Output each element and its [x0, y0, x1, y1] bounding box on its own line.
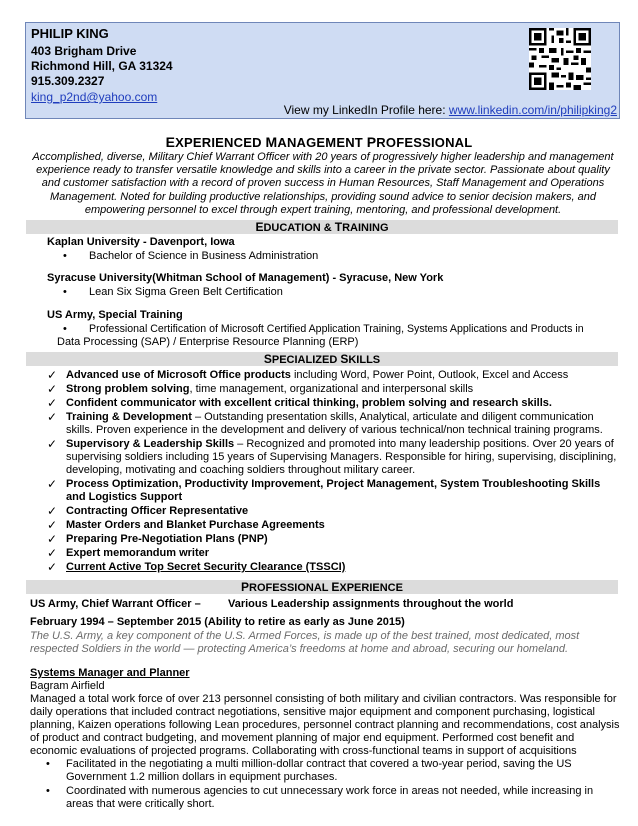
address-line-2: Richmond Hill, GA 31324 [31, 59, 173, 73]
role-description-line: of product and contract budgeting, and movement planning of major end equipment. Performed cost benefit and [30, 732, 575, 744]
achievement-bullet: Facilitated in the negotiating a multi million-dollar contract that covered a two-year period, saving the US [66, 758, 572, 770]
role-description-line: economic evaluations of projected programs. Collaborating with cross-functional teams in support of acquisitions [30, 745, 577, 757]
education-school: Kaplan University - Davenport, Iowa [47, 236, 235, 248]
education-detail: Professional Certification of Microsoft Certified Application Training, Systems Applications and Products in [89, 323, 584, 335]
check-icon: ✓ [47, 437, 58, 451]
email-link[interactable]: king_p2nd@yahoo.com [31, 90, 158, 104]
check-icon: ✓ [47, 546, 58, 560]
skill-item: Preparing Pre-Negotiation Plans (PNP) [66, 533, 268, 545]
employer-description: Various Leadership assignments throughout the world [228, 598, 514, 610]
skill-item: Master Orders and Blanket Purchase Agreements [66, 519, 325, 531]
page-title: EXPERIENCED MANAGEMENT PROFESSIONAL [165, 134, 473, 150]
bullet-dot: • [46, 785, 50, 797]
phone-number: 915.309.2327 [31, 74, 105, 88]
education-heading: EDUCATION & TRAINING [26, 220, 618, 234]
check-icon: ✓ [47, 477, 58, 491]
role-description-line: Managed a total work force of over 213 personnel consisting of both military and civilian contractors. Was responsible for [30, 693, 617, 705]
skill-item-cont: supervising soldiers including 15 years of Supervising Managers. Responsible for hiring, supervising, disciplining, [66, 451, 617, 463]
skill-item-cont: developing, motivating and coaching soldiers throughout military career. [66, 464, 416, 476]
check-icon: ✓ [47, 410, 58, 424]
education-detail-cont: Data Processing (SAP) / Enterprise Resource Planning (ERP) [57, 336, 359, 348]
role-description-line: planning, Kaizen operations following Lean procedures, personnel contract planning and recommendations, cost analysis [30, 719, 620, 731]
contact-header [25, 22, 620, 119]
education-school: Syracuse University(Whitman School of Management) - Syracuse, New York [47, 272, 444, 284]
check-icon: ✓ [47, 396, 58, 410]
bullet-dot: • [63, 286, 67, 298]
role-location: Bagram Airfield [30, 680, 105, 692]
skill-item: Current Active Top Secret Security Clearance (TSSCI) [66, 561, 346, 573]
bullet-dot: • [46, 758, 50, 770]
skill-item: Strong problem solving, time management, organizational and interpersonal skills [66, 383, 474, 395]
achievement-bullet-cont: Government 1.2 million dollars in equipment purchases. [66, 771, 338, 783]
linkedin-prefix: View my LinkedIn Profile here: [283, 103, 449, 117]
achievement-bullet: Coordinated with numerous agencies to cut unnecessary work force in areas not needed, while increasing in [66, 785, 594, 797]
education-school: US Army, Special Training [47, 309, 183, 321]
professional-summary: Accomplished, diverse, Military Chief Warrant Officer with 20 years of progressively higher leadership and management experience ready to transfer versatile knowledge and skills into a career in the private sector. Passionate about quality and customer satisfaction with a record of proven success in Human Resources, Staff Management and Operations Management. Noted for building productive relationships, providing sound advice to senior decision makers, and empowering personnel to excel through expert training, mentoring, and professional development. [32, 151, 614, 216]
skill-item: Expert memorandum writer [66, 547, 210, 559]
candidate-name: PHILIP KING [31, 26, 109, 41]
skill-item: Advanced use of Microsoft Office products including Word, Power Point, Outlook, Excel and Access [66, 369, 569, 381]
bullet-dot: • [63, 250, 67, 262]
linkedin-link[interactable]: www.linkedin.com/in/philipking2 [448, 103, 617, 117]
education-detail: Bachelor of Science in Business Administration [89, 250, 319, 262]
skill-item: Training & Development – Outstanding presentation skills, Analytical, articulate and diligent communication [66, 411, 594, 423]
employment-dates: February 1994 – September 2015 (Ability to retire as early as June 2015) [30, 616, 405, 628]
skill-item: Confident communicator with excellent critical thinking, problem solving and research skills. [66, 397, 552, 409]
role-description-line: daily operations that included contract negotiations, sensitive major equipment and component purchasing, logistical [30, 706, 596, 718]
skill-item: Supervisory & Leadership Skills – Recognized and promoted into many leadership positions. Over 20 years of [66, 438, 614, 450]
address-line-1: 403 Brigham Drive [31, 44, 137, 58]
employer-blurb-cont: respected Soldiers in the world — protecting America’s freedoms at home and abroad, securing our homeland. [30, 643, 569, 655]
skill-item: Process Optimization, Productivity Improvement, Project Management, System Troubleshooting Skills [66, 478, 601, 490]
check-icon: ✓ [47, 560, 58, 574]
bullet-dot: • [63, 323, 67, 335]
education-detail: Lean Six Sigma Green Belt Certification [89, 286, 283, 298]
skill-item-cont: skills. Proven experience in the development and delivery of various technical/non technical training programs. [66, 424, 603, 436]
qr-code-icon [529, 28, 591, 90]
employer-blurb: The U.S. Army, a key component of the U.S. Armed Forces, is made up of the best trained, most dedicated, most [30, 630, 580, 642]
linkedin-line [284, 103, 617, 117]
skills-heading: SPECIALIZED SKILLS [26, 352, 618, 366]
role-title: Systems Manager and Planner [30, 667, 190, 679]
check-icon: ✓ [47, 504, 58, 518]
check-icon: ✓ [47, 382, 58, 396]
skill-item-cont: and Logistics Support [66, 491, 183, 503]
check-icon: ✓ [47, 532, 58, 546]
employer: US Army, Chief Warrant Officer – [30, 598, 201, 610]
achievement-bullet-cont: areas that were critically short. [66, 798, 215, 810]
experience-heading: PROFESSIONAL EXPERIENCE [26, 580, 618, 594]
skill-item: Contracting Officer Representative [66, 505, 249, 517]
check-icon: ✓ [47, 368, 58, 382]
check-icon: ✓ [47, 518, 58, 532]
